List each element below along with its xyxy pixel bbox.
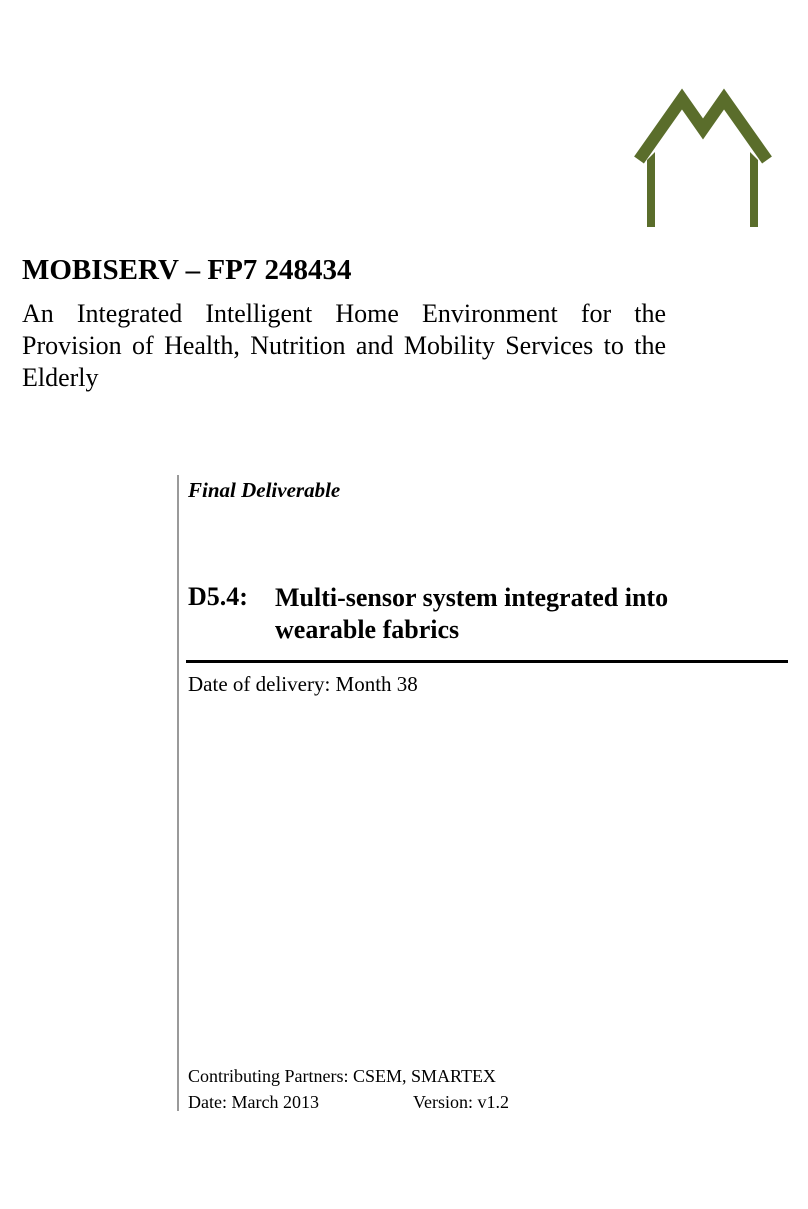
subtitle-line: Elderly [22, 363, 99, 392]
deliverable-type: Final Deliverable [188, 478, 341, 502]
project-subtitle [22, 298, 666, 394]
contributing-partners: Contributing Partners: CSEM, SMARTEX [188, 1066, 496, 1086]
house-m-logo-icon [628, 88, 778, 233]
date-of-delivery: Date of delivery: Month 38 [188, 672, 418, 696]
subtitle-line: An Integrated Intelligent Home Environment for the [22, 299, 666, 328]
document-version: Version: v1.2 [413, 1092, 509, 1112]
deliverable-number: D5.4: [188, 582, 248, 611]
horizontal-rule [186, 660, 788, 663]
subtitle-line: Provision of Health, Nutrition and Mobility Services to the [22, 331, 666, 360]
deliverable-title: Multi-sensor system integrated into wearable fabrics [275, 583, 669, 644]
project-title: MOBISERV – FP7 248434 [22, 254, 352, 286]
side-divider [177, 475, 179, 1111]
document-date: Date: March 2013 [188, 1092, 319, 1112]
